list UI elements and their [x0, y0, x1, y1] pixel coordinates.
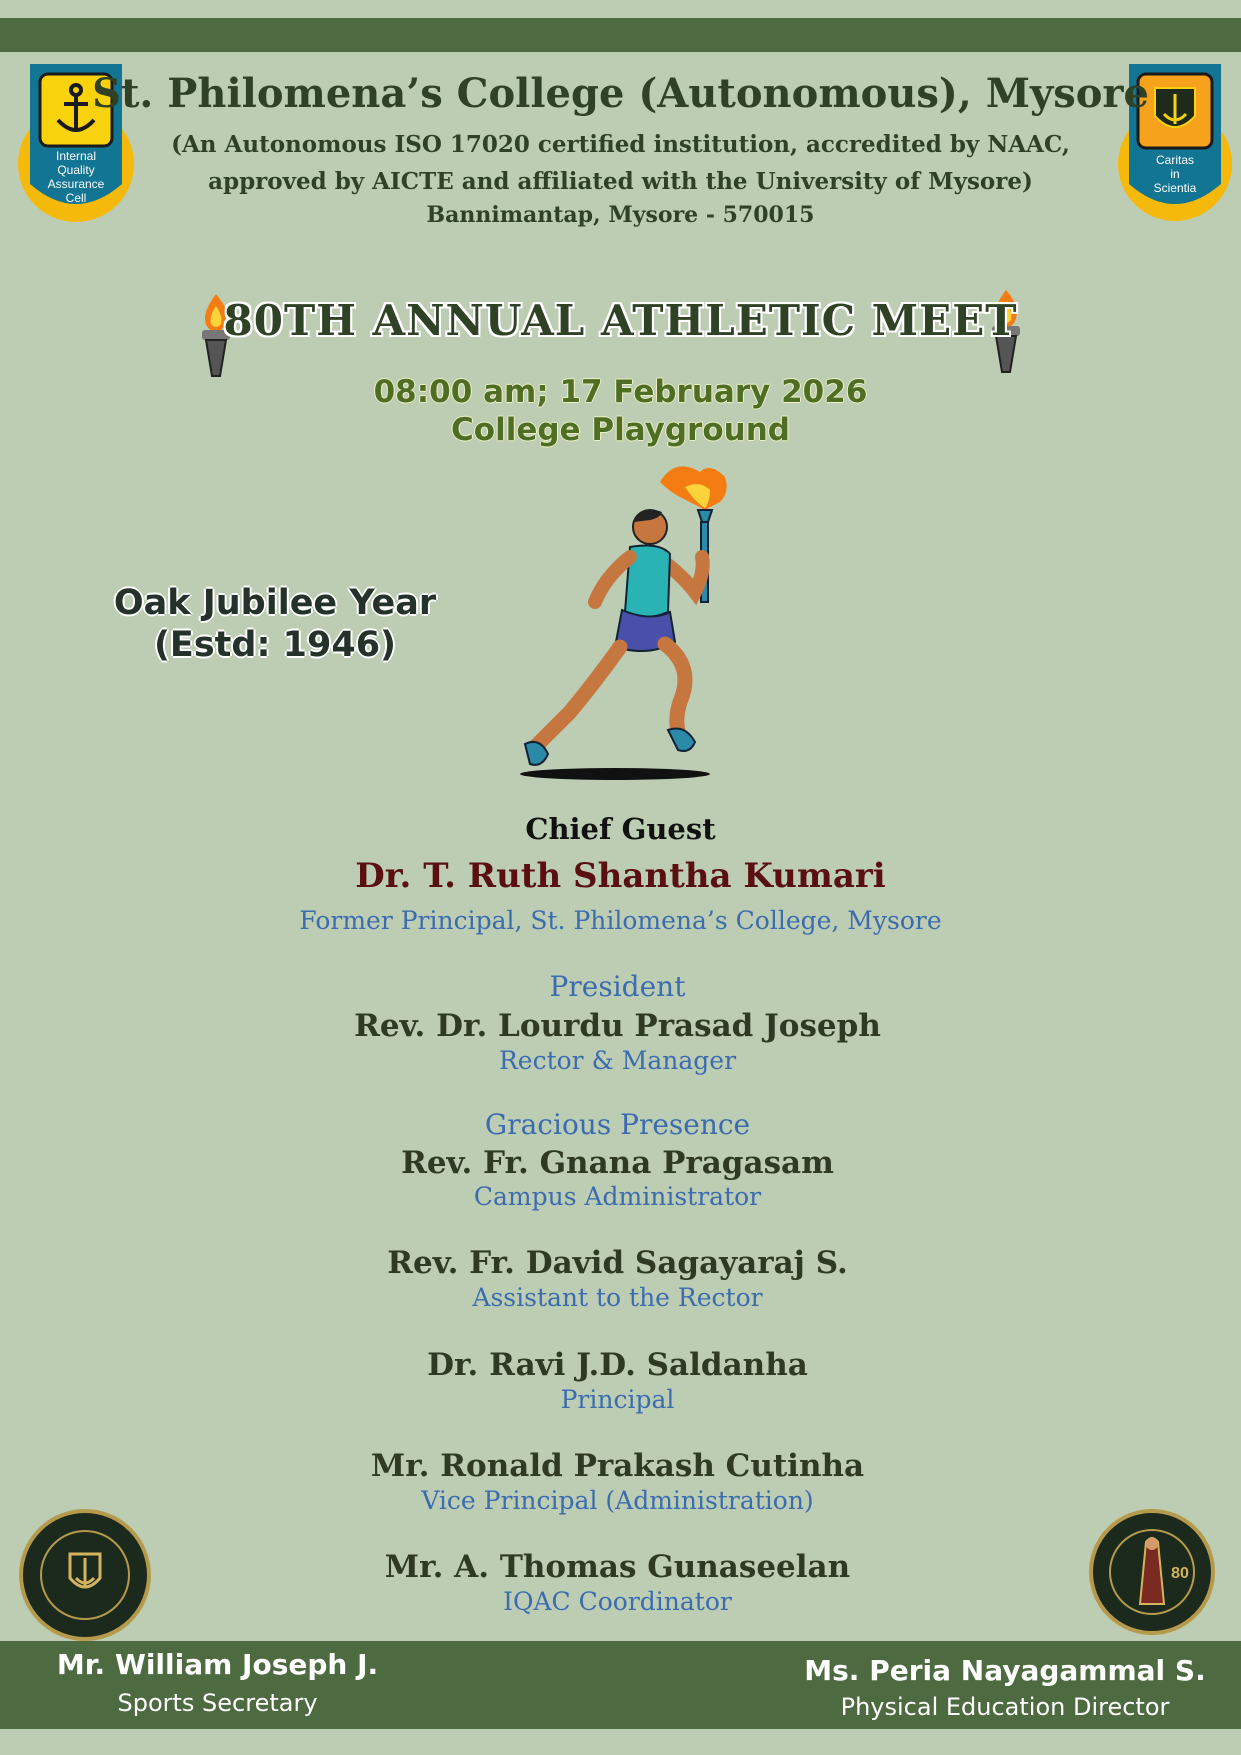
motto-line2: in: [1170, 167, 1180, 181]
vice-principal-designation: Vice Principal (Administration): [421, 1486, 814, 1515]
torch-runner-illustration: [510, 462, 750, 782]
iqac-line2: Quality: [57, 163, 95, 177]
iqac-line4: Cell: [65, 191, 87, 205]
svg-text:80: 80: [1171, 1565, 1189, 1582]
assistant-rector-name: Rev. Fr. David Sagayaraj S.: [387, 1245, 848, 1281]
college-address: Bannimantap, Mysore - 570015: [426, 202, 815, 228]
event-venue: College Playground: [451, 412, 790, 448]
iqac-line3: Assurance: [47, 177, 105, 191]
jubilee-line2: (Estd: 1946): [153, 625, 397, 665]
jubilee-label: [95, 582, 455, 666]
college-seal-left-icon: [18, 1508, 152, 1642]
president-heading: President: [549, 970, 686, 1003]
pe-director-name: Ms. Peria Nayagammal S.: [804, 1654, 1206, 1687]
sports-secretary-role: Sports Secretary: [117, 1689, 318, 1717]
accreditation-line1: (An Autonomous ISO 17020 certified institution, accredited by NAAC,: [171, 131, 1070, 158]
principal-designation: Principal: [560, 1385, 675, 1414]
college-name: St. Philomena’s College (Autonomous), Mysore: [92, 70, 1149, 117]
accreditation-line2: approved by AICTE and affiliated with the University of Mysore): [208, 168, 1033, 195]
campus-administrator-name: Rev. Fr. Gnana Pragasam: [401, 1145, 834, 1181]
president-designation: Rector & Manager: [498, 1046, 737, 1075]
principal-name: Dr. Ravi J.D. Saldanha: [427, 1347, 808, 1383]
motto-line1: Caritas: [1155, 153, 1195, 167]
chief-guest-name: Dr. T. Ruth Shantha Kumari: [355, 856, 886, 896]
chief-guest-designation: Former Principal, St. Philomena’s College, Mysore: [299, 906, 942, 935]
iqac-coordinator-name: Mr. A. Thomas Gunaseelan: [384, 1549, 851, 1585]
pe-director-role: Physical Education Director: [840, 1693, 1170, 1721]
motto-line3: Scientia: [1153, 181, 1197, 195]
president-name: Rev. Dr. Lourdu Prasad Joseph: [354, 1008, 881, 1044]
vice-principal-name: Mr. Ronald Prakash Cutinha: [370, 1448, 865, 1484]
top-band: [0, 18, 1241, 52]
college-accreditation: [0, 126, 1241, 200]
jubilee-line1: Oak Jubilee Year: [113, 583, 437, 623]
event-datetime: 08:00 am; 17 February 2026: [373, 374, 868, 410]
gracious-presence-heading: Gracious Presence: [484, 1108, 751, 1141]
chief-guest-heading: Chief Guest: [525, 812, 716, 846]
event-title: 80TH ANNUAL ATHLETIC MEET: [223, 296, 1018, 345]
sports-secretary-name: Mr. William Joseph J.: [56, 1648, 379, 1681]
college-seal-right-icon: [1088, 1508, 1216, 1636]
assistant-rector-designation: Assistant to the Rector: [472, 1283, 763, 1312]
iqac-line1: Internal: [55, 149, 97, 163]
iqac-coordinator-designation: IQAC Coordinator: [503, 1587, 732, 1616]
campus-administrator-designation: Campus Administrator: [473, 1182, 762, 1211]
